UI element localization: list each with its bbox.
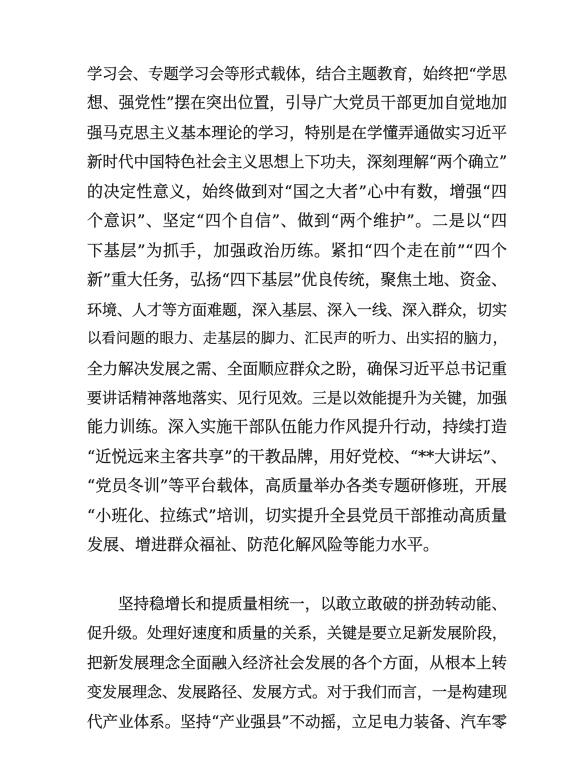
text-line: 把新发展理念全面融入经济社会发展的各个方面，从根本上转 <box>87 654 507 672</box>
text-line: “近悦远来主客共享”的干教品牌，用好党校、“**大讲坛”、 <box>87 447 507 466</box>
text-line: 以看问题的眼力、走基层的脚力、汇民声的听力、出实招的脑力， <box>87 331 507 347</box>
text-line: 新时代中国特色社会主义思想上下功夫，深刻理解“两个确立” <box>87 153 507 171</box>
text-line: 环境、人才等方面难题，深入基层、深入一线、深入群众，切实 <box>87 301 508 319</box>
text-line: “党员冬训”等平台载体，高质量举办各类专题研修班，开展 <box>87 476 507 495</box>
text-line: “小班化、拉练式”培训，切实提升全县党员干部推动高质量 <box>87 506 507 525</box>
text-line: 学习会、专题学习会等形式载体，结合主题教育，始终把“学思 <box>87 65 507 83</box>
text-line: 发展、增进群众福祉、防范化解风险等能力水平。 <box>87 535 440 554</box>
text-line: 要讲话精神落地落实、见行见效。三是以效能提升为关键，加强 <box>87 389 508 407</box>
text-line: 促升级。处理好速度和质量的关系，关键是要立足新发展阶段， <box>87 624 508 642</box>
text-line: 新”重大任务，弘扬“四下基层”优良传统，聚焦土地、资金、 <box>87 270 507 289</box>
text-line: 变发展理念、发展路径、发展方式。对于我们而言，一是构建现 <box>87 683 508 701</box>
text-line: 全力解决发展之需、全面顺应群众之盼，确保习近平总书记重 <box>87 360 507 378</box>
text-line: 代产业体系。坚持“产业强县”不动摇，立足电力装备、汽车零 <box>87 713 507 731</box>
text-line: 能力训练。深入实施干部队伍能力作风提升行动，持续打造 <box>87 417 507 436</box>
text-line: 的决定性意义，始终做到对“国之大者”心中有数，增强“四 <box>87 182 507 201</box>
text-line: 下基层”为抓手，加强政治历练。紧扣“四个走在前”“四个 <box>87 241 507 260</box>
text-line: 个意识”、坚定“四个自信”、做到“两个维护”。二是以“四 <box>87 211 507 230</box>
text-line: 想、强党性”摆在突出位置，引导广大党员干部更加自觉地加 <box>87 93 507 112</box>
text-line: 坚持稳增长和提质量相统一，以敢立敢破的拼劲转动能、 <box>118 595 507 613</box>
text-line: 强马克思主义基本理论的学习，特别是在学懂弄通做实习近平 <box>87 124 507 142</box>
